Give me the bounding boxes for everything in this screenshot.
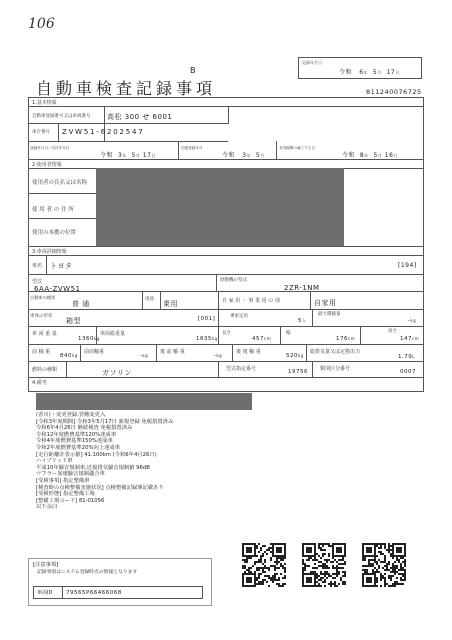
vehicle-id-value: 79565P66466068 (66, 590, 122, 596)
reg-number-label: 自動車登録番号又は車両番号 (32, 114, 91, 119)
first-year-date: 令和 3年 5月 (222, 152, 265, 159)
body-code: [001] (198, 316, 216, 322)
width-label: 幅 (286, 331, 291, 336)
length-label: 長さ (222, 331, 231, 336)
vehicle-id-label: 車両ID (37, 590, 53, 596)
category-value: 0007 (400, 369, 416, 375)
remark-line: 令和12年度燃費基準120%達成車 (36, 431, 117, 438)
notice-text: 記録事項はシステム登録時点の情報となります (37, 570, 138, 575)
type-number-label: 型式指定番号 (226, 366, 257, 372)
user-name-label: 使用者の氏名又は名称 (32, 180, 88, 186)
kind-value: 普 通 (72, 300, 90, 308)
qr-code (362, 543, 406, 587)
remark-line: [整備工場コード] 81-01056 (36, 497, 105, 504)
body-value: 箱型 (66, 317, 81, 325)
remark-line: [受検事項] 指定整備車 (36, 477, 90, 484)
chassis-value: ZVW51-6202547 (62, 128, 145, 136)
gross-value: 1635kg (196, 336, 218, 342)
height-value: 147cm (400, 336, 420, 342)
record-date: 令和 6年 5月 17日 (339, 69, 400, 76)
maxload-label: 最大積載量 (318, 312, 341, 317)
front-mid-axle-value: -kg (140, 353, 149, 359)
section-user-title: 2.使用者情報 (32, 162, 62, 168)
use-label: 用途 (145, 297, 154, 302)
front-mid-axle-label: 前前軸重 (84, 349, 105, 355)
engine-label: 原動機の型式 (220, 278, 247, 283)
category-label: 類別区分番号 (320, 366, 351, 372)
remark-line: 令和6年4月26日 継続検査 免税措置済み (36, 425, 133, 432)
remark-line: 以下余白 (36, 504, 58, 511)
rear-axle-label: 後 後 軸 重 (236, 349, 261, 355)
user-address-label: 使 用 者 の 住 所 (32, 207, 74, 213)
first-reg-date: 令和 3年 5月 17日 (100, 152, 156, 159)
page-title: 自動車検査記録事項 (36, 79, 217, 98)
reg-number-value: 高松 300 せ 6001 (107, 113, 173, 121)
handwritten-number: 106 (28, 16, 55, 32)
gross-label: 車両総重量 (100, 331, 126, 337)
remarks-list (36, 412, 173, 511)
weight-value: 1360kg (78, 336, 100, 342)
capacity-value: 5人 (298, 318, 307, 324)
remark-line: 令和4年度燃費基準150%達成車 (36, 438, 113, 445)
maker-code: [194] (398, 262, 417, 269)
rear-mid-axle-label: 後 前 軸 重 (160, 349, 185, 355)
remark-line: (香川)・変更登録,管轄変更入 (36, 412, 106, 418)
remark-line: ハイブリッド車 (36, 458, 73, 465)
first-reg-label: 登録年月日／交付年月日 (30, 146, 70, 150)
body-label: 車体の形状 (30, 314, 53, 319)
model-value: 6AA-ZVW51 (34, 285, 81, 293)
displacement-value: 1.79L (398, 354, 415, 360)
expiry-label: 有効期間の満了する日 (279, 146, 315, 150)
displacement-label: 総排気量又は定格出力 (310, 349, 361, 355)
maxload-value: -kg (408, 318, 417, 324)
document-number: 811240076725 (366, 88, 422, 96)
rear-axle-value: 520kg (286, 353, 304, 359)
front-axle-value: 840kg (60, 353, 78, 359)
qr-code (302, 543, 346, 587)
kind-label: 自動車の種別 (30, 295, 56, 300)
record-date-label: 記録年月日 (302, 60, 322, 65)
vehicle-id-box (33, 586, 203, 599)
rear-mid-axle-value: -kg (214, 353, 223, 359)
chassis-label: 車台番号 (32, 130, 50, 135)
remark-line: [令和3年度期間] 令和3年5月17日 新規登録 免税措置済み (36, 418, 174, 425)
expiry-date: 令和 8年 5月 16日 (342, 152, 398, 159)
section-vehicle-title: 3.車両詳細情報 (32, 249, 67, 255)
notice-box (28, 558, 212, 606)
type-number-value: 19756 (288, 369, 308, 375)
weight-label: 車 両 重 量 (32, 331, 57, 337)
record-date-box (298, 57, 422, 79)
remark-line: [受検形態] 指定整備工場 (36, 491, 95, 498)
first-year-label: 初度登録年月 (181, 146, 203, 150)
section-remarks-title: 4.備考 (32, 380, 47, 386)
notice-title: [注意事項] (33, 562, 59, 568)
remark-line: マフラー加速騒音規制適合車 (36, 471, 105, 478)
qr-code (242, 543, 286, 587)
private-value: 自家用 (314, 299, 337, 307)
base-location-label: 使用の本拠の位置 (32, 230, 77, 236)
front-axle-label: 前 軸 重 (32, 349, 51, 355)
remark-line: [検査時の点検整備実施状況] 点検整備記録簿記載あり (36, 484, 164, 491)
b-mark: B (190, 66, 196, 75)
private-label: 自 家 用 ・ 事 業 用 の 別 (222, 298, 280, 304)
remark-line: 平成10年騒音規制車,近接排気騒音規制値 96dB (36, 464, 150, 471)
redacted-user-info (96, 168, 344, 246)
engine-value: 2ZR-1NM (284, 284, 320, 292)
fuel-value: ガソリン (102, 369, 132, 377)
capacity-label: 乗車定員 (230, 314, 248, 319)
model-label: 型式 (32, 279, 43, 285)
qr-code-icon (242, 541, 422, 587)
remark-line: [走行距離計表示値] 41,100km (令和6年4月26日) (36, 451, 157, 458)
height-label: 高さ (388, 329, 397, 334)
fuel-label: 燃料の種類 (32, 367, 58, 373)
use-value: 乗用 (163, 300, 178, 308)
width-value: 176cm (336, 336, 356, 342)
maker-value: トヨタ (50, 262, 73, 270)
remark-line: 令和2年度燃費基準20%向上達成車 (36, 444, 121, 451)
section-basic-title: 1.基本情報 (32, 100, 57, 106)
redacted-remark-header (36, 393, 252, 410)
length-value: 457cm (252, 336, 272, 342)
maker-label: 車名 (32, 263, 43, 269)
